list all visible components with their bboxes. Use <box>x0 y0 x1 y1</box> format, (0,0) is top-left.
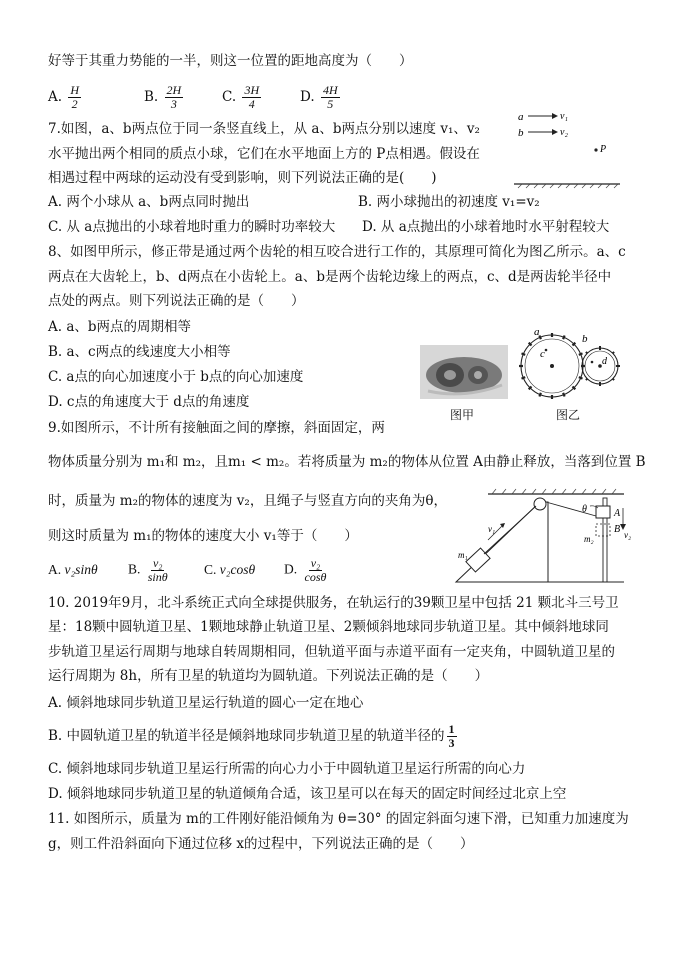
q8-caption-fig2: 图乙 <box>556 408 581 422</box>
v1-label: v₁ <box>488 524 496 534</box>
q6-option-c: C. $\frac{3H}{4}$ <box>222 82 260 111</box>
point-b-label: b <box>518 127 524 139</box>
q9-pulley-incline-figure <box>448 478 630 586</box>
q10-option-a: A. 倾斜地球同步轨道卫星运行轨道的圆心一定在地心 <box>48 695 364 711</box>
gear-point-c-label: c <box>540 348 545 360</box>
gear-point-b-label: b <box>582 333 588 345</box>
q10-stem-line2: 星：18颗中圆轨道卫星、1颗地球静止轨道卫星、2颗倾斜地球同步轨道卫星。其中倾斜地球同 <box>48 619 609 635</box>
point-a-label: a <box>518 111 524 123</box>
q6-option-a: A. $\frac{H}{2}$ <box>48 82 80 111</box>
q8-stem-line3: 点处的两点。则下列说法正确的是（ ） <box>48 293 305 309</box>
q8-photo-correction-tape <box>420 345 508 399</box>
q6-options <box>48 80 378 114</box>
q10-option-d: D. 倾斜地球同步轨道卫星的轨道倾角合适，该卫星可以在每天的固定时间经过北京上空 <box>48 786 567 802</box>
m1-label: m₁ <box>458 550 468 560</box>
q6-option-d: D. $\frac{4H}{5}$ <box>300 82 338 111</box>
point-p-label: P <box>600 144 607 155</box>
gear-point-d-label: d <box>602 356 607 367</box>
q9-options <box>48 556 330 584</box>
q6-tail-line: 好等于其重力势能的一半，则这一位置的距地高度为（ ） <box>48 53 413 69</box>
q9-option-c: C. v₂cosθ <box>204 562 256 577</box>
position-a-label: A <box>614 508 621 519</box>
q9-option-b: B. $\frac{\text{v₂}}{\sin\theta}$ <box>128 555 168 584</box>
q10-option-c: C. 倾斜地球同步轨道卫星运行所需的向心力小于中圆轨道卫星运行所需的向心力 <box>48 761 526 777</box>
q10-stem-line4: 运行周期为 8h，所有卫星的轨道均为圆轨道。下列说法正确的是（ ） <box>48 668 489 684</box>
v1-label: v₁ <box>560 111 568 122</box>
point-p-dot <box>594 148 597 151</box>
q9-stem-line4: 则这时质量为 m₁的物体的速度大小 v₁等于（ ） <box>48 528 358 544</box>
q6-option-b: B. $\frac{2H}{3}$ <box>144 82 182 111</box>
q7-option-d: D. 从 a点抛出的小球着地时水平射程较大 <box>362 219 610 235</box>
q7-stem-line2: 水平抛出两个相同的质点小球，它们在水平地面上方的 P点相遇。假设在 <box>48 146 480 162</box>
gear-point-a-label: a <box>534 326 540 338</box>
q8-option-a: A. a、b两点的周期相等 <box>48 319 192 335</box>
q9-option-a: A. v₂sinθ <box>48 562 98 577</box>
q8-option-c: C. a点的向心加速度小于 b点的向心加速度 <box>48 369 304 385</box>
m2-label: m₂ <box>584 534 594 544</box>
q9-option-d: D. $\frac{\text{v₂}}{\cos\theta}$ <box>284 555 327 584</box>
v2-label: v₂ <box>560 127 568 138</box>
q11-stem-line2: g，则工件沿斜面向下通过位移 x的过程中，下列说法正确的是（ ） <box>48 836 474 852</box>
q8-caption-fig1: 图甲 <box>450 408 475 422</box>
position-b-label: B <box>614 524 621 535</box>
q7-projectile-figure <box>508 104 640 190</box>
q8-stem-line1: 8、如图甲所示，修正带是通过两个齿轮的相互咬合进行工作的，其原理可简化为图乙所示。a、c <box>48 244 626 260</box>
q10-stem-line1: 10. 2019年9月，北斗系统正式向全球提供服务，在轨运行的39颗卫星中包括 21 颗北斗三号卫 <box>48 595 619 611</box>
q10-stem-line3: 步轨道卫星运行周期与地球自转周期相同，但轨道平面与赤道平面有一定夹角，中圆轨道卫星的 <box>48 644 615 660</box>
q10-option-b: B. 中圆轨道卫星的轨道半径是倾斜地球同步轨道卫星的轨道半径的 $\frac{1}{3}$ <box>48 721 455 750</box>
q8-gear-diagram <box>512 326 624 406</box>
q8-stem-line2: 两点在大齿轮上，b、d两点在小齿轮上。a、b是两个齿轮边缘上的两点，c、d是两齿轮半径中 <box>48 269 612 285</box>
q9-stem-line3: 时，质量为 m₂的物体的速度为 v₂，且绳子与竖直方向的夹角为θ， <box>48 493 447 509</box>
large-gear <box>519 333 585 399</box>
q7-stem-line3: 相遇过程中两球的运动没有受到影响，则下列说法正确的是( ) <box>48 170 437 186</box>
q7-option-a: A. 两个小球从 a、b两点同时抛出 <box>48 194 250 210</box>
q8-option-d: D. c点的角速度大于 d点的角速度 <box>48 394 250 410</box>
q7-option-b: B. 两小球抛出的初速度 v₁=v₂ <box>358 194 540 210</box>
q9-stem-line1: 9.如图所示，不计所有接触面之间的摩擦，斜面固定，两 <box>48 420 385 436</box>
v2-label: v₂ <box>624 530 632 540</box>
q9-stem-line2: 物体质量分别为 m₁和 m₂，且m₁ < m₂。若将质量为 m₂的物体从位置 A由静止释放，当落到位置 B <box>48 454 646 470</box>
q11-stem-line1: 11. 如图所示，质量为 m的工件刚好能沿倾角为 θ=30° 的固定斜面匀速下滑，已知重力加速度为 <box>48 811 629 827</box>
q7-stem-line1: 7.如图，a、b两点位于同一条竖直线上，从 a、b两点分别以速度 v₁、v₂ <box>48 121 480 137</box>
q7-option-c: C. 从 a点抛出的小球着地时重力的瞬时功率较大 <box>48 219 336 235</box>
theta-label: θ <box>582 504 587 515</box>
q8-option-b: B. a、c两点的线速度大小相等 <box>48 344 231 360</box>
small-gear <box>582 346 620 386</box>
